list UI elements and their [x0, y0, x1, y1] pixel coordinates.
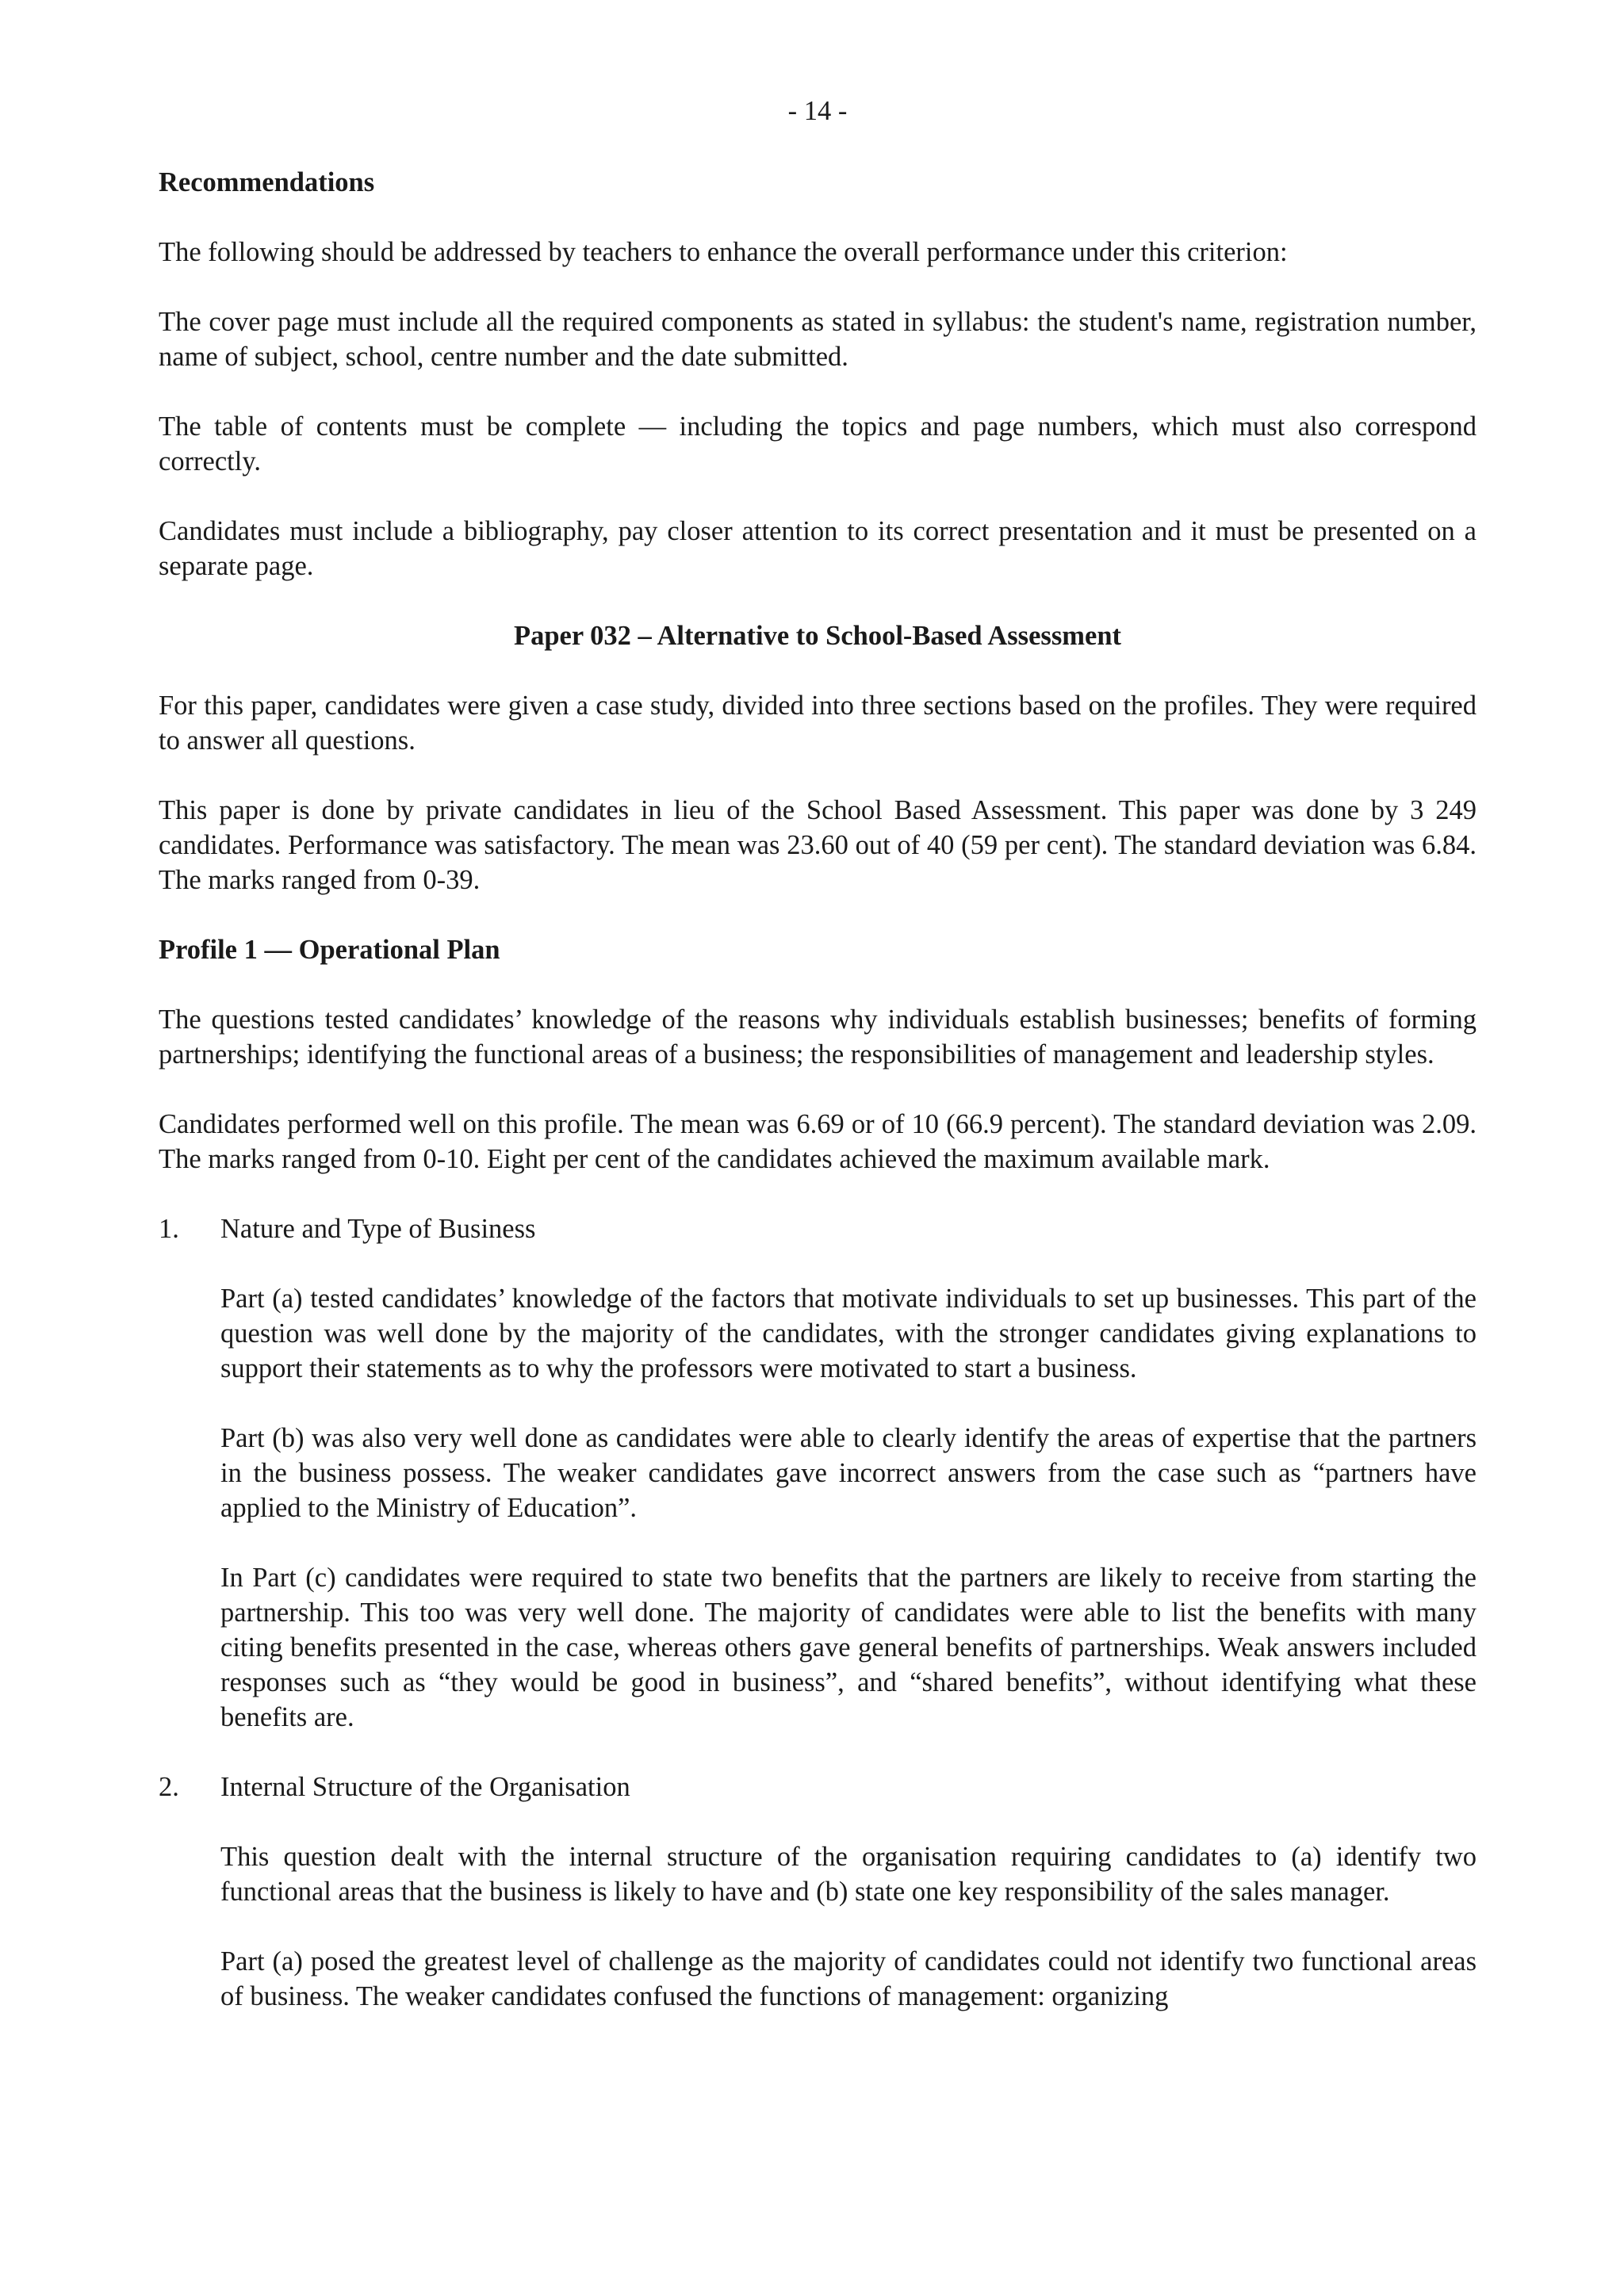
paragraph: For this paper, candidates were given a case study, divided into three sections based on the profiles. They were required to answer all questions. — [159, 691, 1477, 756]
question-1-body — [159, 1281, 1477, 1735]
paragraph: Candidates performed well on this profile. The mean was 6.69 or of 10 (66.9 percent). The standard deviation was 2.09. The marks ranged from 0-10. Eight per cent of the candidates achieved the maximum available mark. — [159, 1109, 1477, 1174]
paragraph: This paper is done by private candidates in lieu of the School Based Assessment. This paper was done by 3 249 candidates. Performance was satisfactory. The mean was 23.60 out of 40 (59 per cent). The standard deviation was 6.84. The marks ranged from 0-39. — [159, 795, 1477, 895]
recommendations-heading: Recommendations — [159, 167, 375, 197]
paragraph: Part (a) tested candidates’ knowledge of the factors that motivate individuals to set up businesses. This part of the question was well done by the majority of the candidates, with the stronger candidates giving explanations to support their statements as to why the professors were motivated to start a business. — [220, 1284, 1477, 1383]
question-2-heading — [159, 1770, 1477, 1804]
question-1-heading — [159, 1211, 1477, 1246]
question-title: Nature and Type of Business — [220, 1214, 536, 1244]
question-number: 2. — [159, 1772, 179, 1802]
paragraph: The questions tested candidates’ knowledge of the reasons why individuals establish businesses; benefits of forming partnerships; identifying the functional areas of a business; the responsibilities of management and leadership styles. — [159, 1004, 1477, 1070]
question-number: 1. — [159, 1214, 179, 1244]
paper-032-heading: Paper 032 – Alternative to School-Based Assessment — [514, 621, 1121, 651]
page-number: - 14 - — [787, 96, 848, 126]
document-page — [159, 94, 1477, 2049]
paragraph: The cover page must include all the required components as stated in syllabus: the student's name, registration number, name of subject, school, centre number and the date submitted. — [159, 307, 1477, 372]
question-2-body — [159, 1839, 1477, 2014]
paragraph: In Part (c) candidates were required to state two benefits that the partners are likely to receive from starting the partnership. This too was very well done. The majority of candidates were able to list the benefits with many citing benefits presented in the case, whereas others gave general benefits of partnerships. Weak answers included responses such as “they would be good in business”, and “shared benefits”, without identifying what these benefits are. — [220, 1563, 1477, 1732]
paragraph: Part (a) posed the greatest level of challenge as the majority of candidates could not identify two functional areas of business. The weaker candidates confused the functions of management: organizing — [220, 1946, 1477, 2011]
paragraph: Candidates must include a bibliography, pay closer attention to its correct presentation and it must be presented on a separate page. — [159, 516, 1477, 581]
question-title: Internal Structure of the Organisation — [220, 1772, 630, 1802]
profile-1-heading: Profile 1 — Operational Plan — [159, 935, 500, 965]
paragraph: This question dealt with the internal structure of the organisation requiring candidates to (a) identify two functional areas that the business is likely to have and (b) state one key responsibility of the sales manager. — [220, 1842, 1477, 1907]
paragraph: The following should be addressed by teachers to enhance the overall performance under this criterion: — [159, 237, 1288, 267]
paragraph: Part (b) was also very well done as candidates were able to clearly identify the areas of expertise that the partners in the business possess. The weaker candidates gave incorrect answers from the case such as “partners have applied to the Ministry of Education”. — [220, 1423, 1477, 1523]
paragraph: The table of contents must be complete — including the topics and page numbers, which must also correspond correctly. — [159, 411, 1477, 476]
